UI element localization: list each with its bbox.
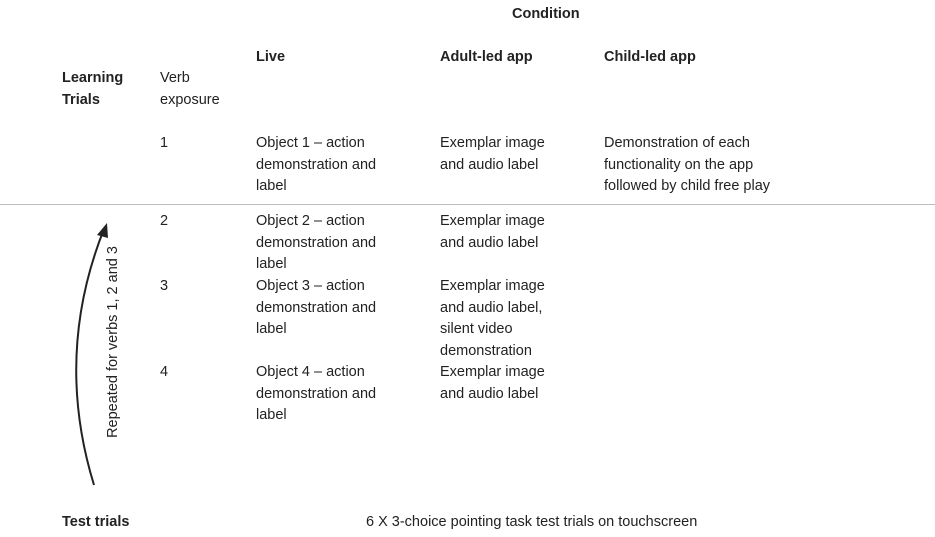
row-2-live — [256, 211, 376, 276]
condition-heading: Condition — [512, 6, 580, 22]
row-4-number: 4 — [160, 364, 169, 380]
row-2-number: 2 — [160, 213, 169, 229]
row-1-child — [604, 133, 770, 198]
verb-exposure-line-2: exposure — [160, 91, 220, 108]
row-4-adult-line: and audio label — [440, 385, 539, 402]
row-4-live — [256, 362, 376, 427]
row-1-child-line: followed by child free play — [604, 178, 771, 194]
row-4-adult — [440, 362, 545, 405]
column-header-adult-led-app: Adult-led app — [440, 49, 533, 65]
column-header-live: Live — [256, 49, 286, 65]
row-2-live-line: label — [256, 256, 287, 272]
verb-exposure-line-1: Verb — [160, 70, 190, 86]
repeat-note: Repeated for verbs 1, 2 and 3 — [105, 246, 121, 438]
row-2-adult — [440, 211, 545, 254]
row-4-live-line: Object 4 – action — [256, 364, 365, 380]
row-1-live-line: Object 1 – action — [256, 135, 365, 151]
row-2-adult-line: Exemplar image — [440, 213, 545, 229]
row-3-number: 3 — [160, 278, 169, 294]
row-3-live — [256, 276, 376, 341]
test-trials-description: 6 X 3-choice pointing task test trials on touchscreen — [366, 514, 698, 530]
learning-trials-label — [62, 68, 123, 111]
row-4-adult-line: Exemplar image — [440, 364, 545, 380]
row-3-live-line: demonstration and — [256, 299, 377, 316]
row-3-adult — [440, 276, 545, 362]
row-2-live-line: Object 2 – action — [256, 213, 365, 229]
learning-trials-line-2: Trials — [62, 91, 100, 108]
row-4-live-line: demonstration and — [256, 385, 377, 402]
row-3-live-line: Object 3 – action — [256, 278, 365, 294]
row-1-child-line: Demonstration of each — [604, 135, 750, 151]
row-1-number: 1 — [160, 135, 169, 151]
row-2-live-line: demonstration and — [256, 234, 377, 251]
verb-exposure-label — [160, 68, 220, 111]
column-header-child-led-app: Child-led app — [604, 49, 696, 65]
row-3-adult-line: silent video — [440, 321, 513, 337]
row-3-adult-line: and audio label, — [440, 299, 543, 316]
learning-trials-line-1: Learning — [62, 70, 124, 86]
row-1-adult-line: Exemplar image — [440, 135, 545, 151]
row-3-adult-line: Exemplar image — [440, 278, 545, 294]
row-3-adult-line: demonstration — [440, 342, 532, 359]
row-3-live-line: label — [256, 321, 287, 337]
row-1-live-line: demonstration and — [256, 156, 377, 173]
test-trials-label: Test trials — [62, 514, 130, 530]
row-2-adult-line: and audio label — [440, 234, 539, 251]
divider-line — [0, 204, 935, 205]
row-1-adult-line: and audio label — [440, 156, 539, 173]
row-1-adult — [440, 133, 545, 176]
row-4-live-line: label — [256, 407, 287, 423]
row-1-live — [256, 133, 376, 198]
row-1-live-line: label — [256, 178, 287, 194]
row-1-child-line: functionality on the app — [604, 156, 754, 173]
